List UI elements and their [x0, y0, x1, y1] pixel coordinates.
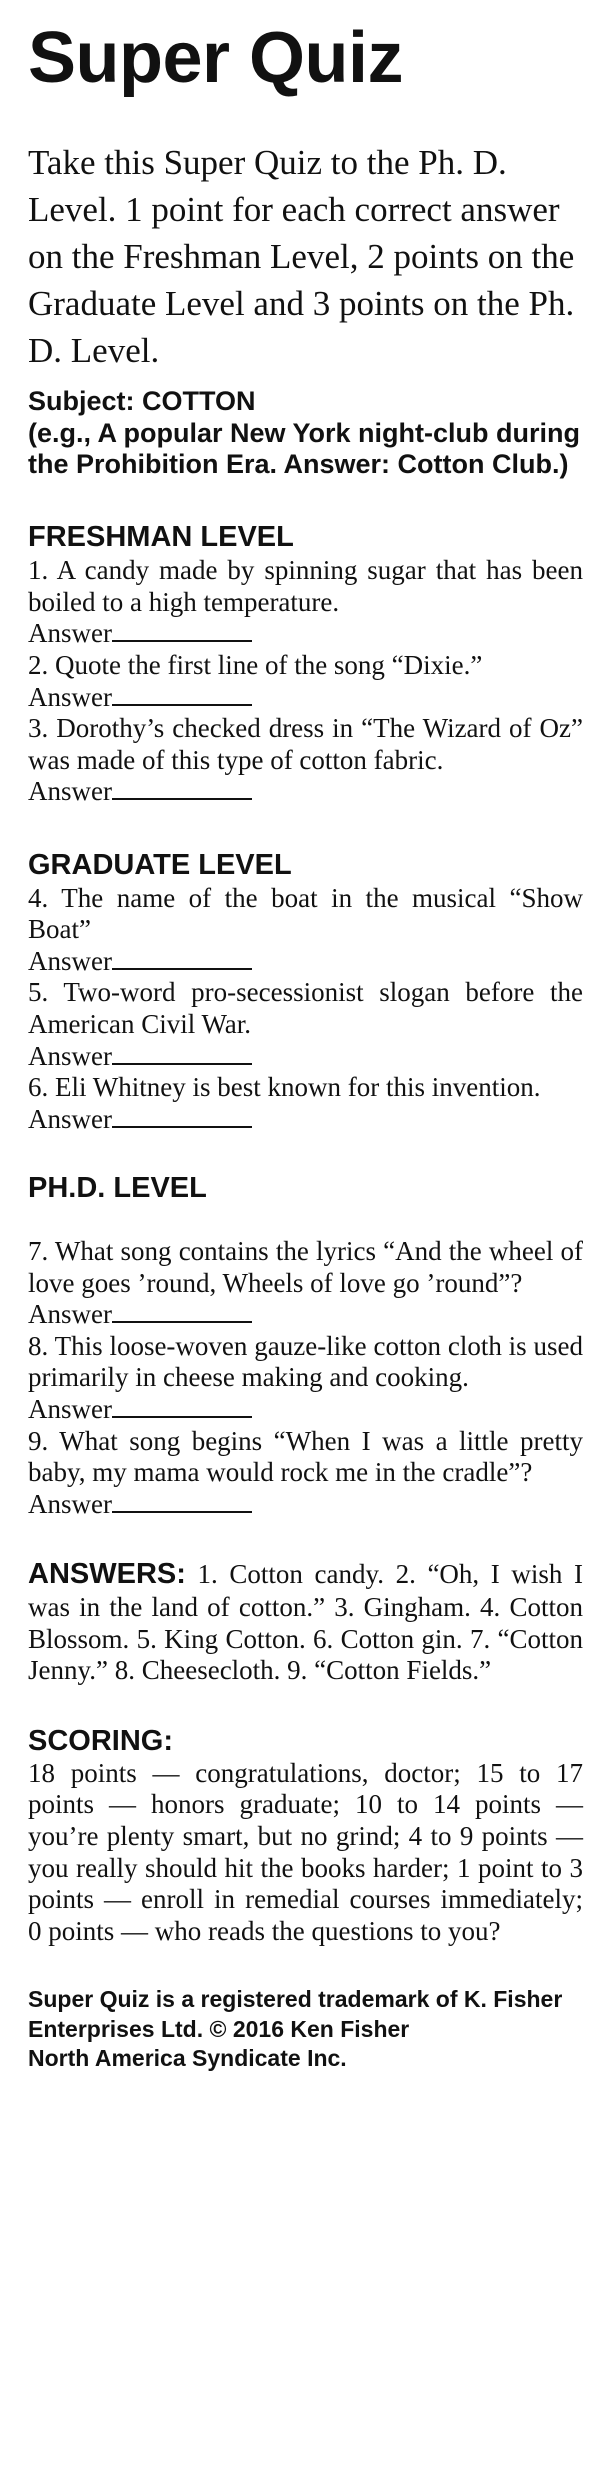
- footer: [28, 1985, 583, 2073]
- quiz-page: [0, 18, 611, 2475]
- answer-label: Answer: [28, 1040, 112, 1071]
- question-5: 5. Two-word pro-secessionist slogan before the American Civil War.: [28, 977, 583, 1039]
- question-4: 4. The name of the boat in the musical “Show Boat”: [28, 882, 583, 945]
- graduate-heading: GRADUATE LEVEL: [28, 848, 292, 881]
- question-8: 8. This loose-woven gauze-like cotton cloth is used primarily in cheese making and cooking.: [28, 1330, 583, 1393]
- answer-label: Answer: [28, 681, 112, 712]
- question-7: 7. What song contains the lyrics “And the wheel of love goes ’round, Wheels of love go ’round”?: [28, 1236, 583, 1298]
- answer-blank-8[interactable]: [28, 1394, 583, 1426]
- answer-blank-5[interactable]: [28, 1041, 583, 1073]
- answer-blank-9[interactable]: [28, 1489, 583, 1521]
- answer-label: Answer: [28, 945, 112, 976]
- subject-line: Subject: COTTON: [28, 386, 256, 417]
- phd-questions: [28, 1236, 583, 1520]
- answer-underline: [112, 622, 252, 642]
- question-1: 1. A candy made by spinning sugar that has been boiled to a high temperature.: [28, 555, 583, 617]
- question-3: 3. Dorothy’s checked dress in “The Wizard of Oz” was made of this type of cotton fabric.: [28, 713, 583, 775]
- answer-label: Answer: [28, 1299, 112, 1330]
- answers-label: ANSWERS:: [28, 1558, 186, 1591]
- subject-example: (e.g., A popular New York night-club during the Prohibition Era. Answer: Cotton Club.): [28, 417, 580, 480]
- phd-heading: PH.D. LEVEL: [28, 1172, 207, 1205]
- question-6: 6. Eli Whitney is best known for this invention.: [28, 1072, 541, 1103]
- answer-blank-6[interactable]: [28, 1104, 583, 1136]
- answers-paragraph: [28, 1558, 583, 1687]
- trademark-notice: Super Quiz is a registered trademark of K. Fisher Enterprises Ltd. © 2016 Ken Fisher: [28, 1986, 563, 2042]
- answer-blank-2[interactable]: [28, 682, 583, 714]
- scoring-label: SCORING:: [28, 1724, 173, 1757]
- question-9: 9. What song begins “When I was a little pretty baby, my mama would rock me in the cradle”?: [28, 1425, 583, 1488]
- answers-text: 1. Cotton candy. 2. “Oh, I wish I was in the land of cotton.” 3. Gingham. 4. Cotton Blossom. 5. King Cotton. 6. Cotton gin. 7. “Cotton Jenny.” 8. Cheesecloth. 9. “Cotton Fields.”: [28, 1559, 584, 1686]
- answer-underline: [112, 1303, 252, 1323]
- answer-underline: [112, 950, 252, 970]
- answer-label: Answer: [28, 776, 112, 807]
- answer-blank-3[interactable]: [28, 776, 583, 808]
- answer-underline: [112, 1045, 252, 1065]
- intro-paragraph: Take this Super Quiz to the Ph. D. Level. 1 point for each correct answer on the Freshman Level, 2 points on the Graduate Level and 3 points on the Ph. D. Level.: [28, 143, 575, 370]
- page-title: Super Quiz: [28, 18, 404, 98]
- answer-underline: [112, 1493, 252, 1513]
- subject-block: [28, 386, 583, 480]
- answer-blank-7[interactable]: [28, 1299, 583, 1331]
- answer-label: Answer: [28, 618, 112, 649]
- answer-blank-4[interactable]: [28, 946, 583, 978]
- graduate-questions: [28, 883, 583, 1136]
- answer-underline: [112, 1108, 252, 1128]
- freshman-heading: FRESHMAN LEVEL: [28, 521, 294, 554]
- answer-underline: [112, 780, 252, 800]
- scoring-text: 18 points — congratulations, doctor; 15 to 17 points — honors graduate; 10 to 14 points — you’re plenty smart, but no grind; 4 to 9 points — you really should hit the books harder; 1 point to 3 points — enroll in remedial courses immediately; 0 points — who reads the questions to you?: [28, 1757, 583, 1946]
- answer-blank-1[interactable]: [28, 618, 583, 650]
- freshman-questions: [28, 555, 583, 808]
- answer-label: Answer: [28, 1488, 112, 1519]
- answer-underline: [112, 686, 252, 706]
- answer-label: Answer: [28, 1393, 112, 1424]
- question-2: 2. Quote the first line of the song “Dixie.”: [28, 649, 483, 680]
- syndicate-credit: North America Syndicate Inc.: [28, 2045, 347, 2072]
- answer-underline: [112, 1398, 252, 1418]
- answer-label: Answer: [28, 1103, 112, 1134]
